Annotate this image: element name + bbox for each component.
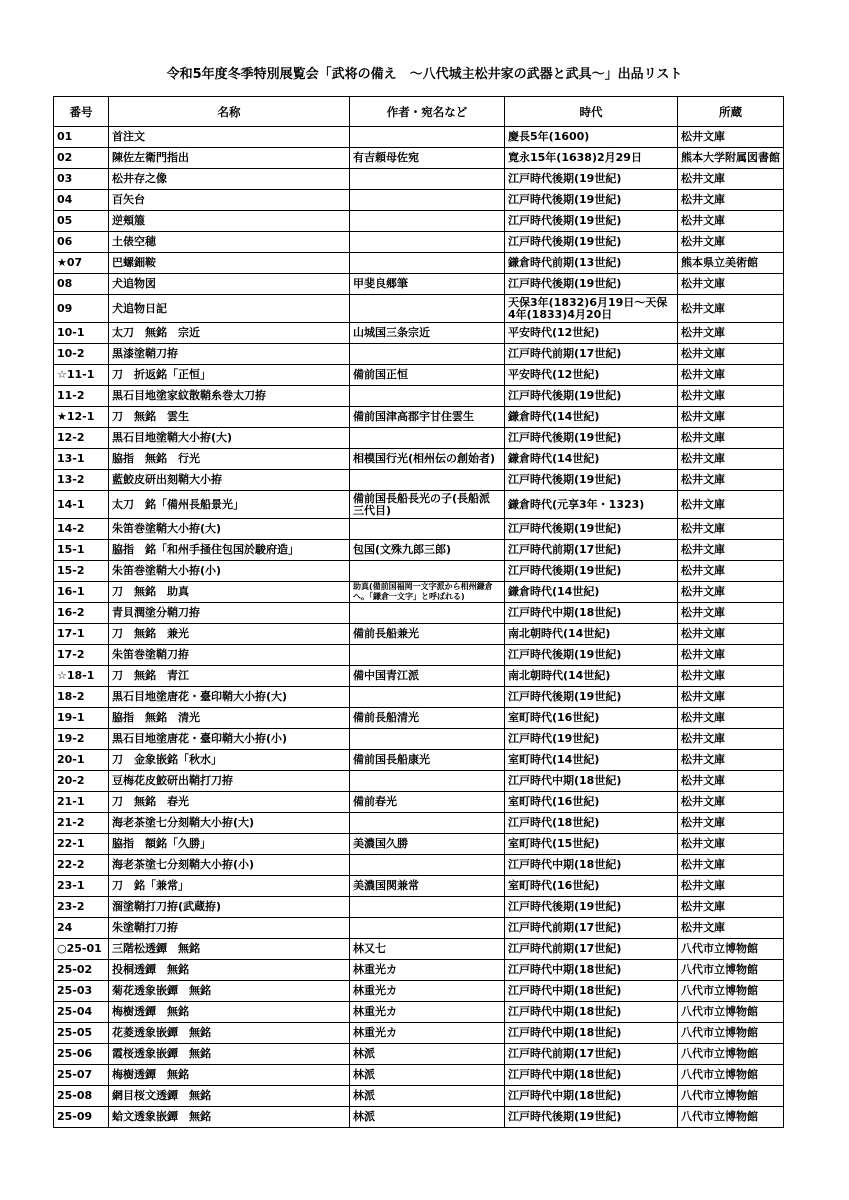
cell-period: 江戸時代(18世紀) bbox=[505, 813, 678, 834]
table-row bbox=[54, 855, 784, 876]
cell-number: 09 bbox=[54, 295, 109, 323]
cell-period: 江戸時代中期(18世紀) bbox=[505, 1002, 678, 1023]
cell-author: 備前国正恒 bbox=[350, 365, 505, 386]
cell-number: 22-2 bbox=[54, 855, 109, 876]
cell-author: 備前長船兼光 bbox=[350, 624, 505, 645]
table-body bbox=[54, 127, 784, 1128]
table-row bbox=[54, 792, 784, 813]
cell-number: 20-2 bbox=[54, 771, 109, 792]
cell-collection: 松井文庫 bbox=[678, 127, 784, 148]
table-row bbox=[54, 960, 784, 981]
cell-period: 江戸時代後期(19世紀) bbox=[505, 274, 678, 295]
cell-author: 美濃国久勝 bbox=[350, 834, 505, 855]
table-row bbox=[54, 876, 784, 897]
cell-author bbox=[350, 127, 505, 148]
cell-number: 10-2 bbox=[54, 344, 109, 365]
table-row bbox=[54, 834, 784, 855]
cell-period: 室町時代(14世紀) bbox=[505, 750, 678, 771]
cell-name: 松井存之像 bbox=[109, 169, 350, 190]
cell-period: 天保3年(1832)6月19日～天保4年(1833)4月20日 bbox=[505, 295, 678, 323]
table-row bbox=[54, 449, 784, 470]
table-row bbox=[54, 645, 784, 666]
cell-author: 林派 bbox=[350, 1086, 505, 1107]
cell-number: 23-1 bbox=[54, 876, 109, 897]
table-row bbox=[54, 407, 784, 428]
table-row bbox=[54, 519, 784, 540]
cell-collection: 松井文庫 bbox=[678, 855, 784, 876]
cell-collection: 松井文庫 bbox=[678, 813, 784, 834]
cell-period: 江戸時代後期(19世紀) bbox=[505, 519, 678, 540]
cell-collection: 松井文庫 bbox=[678, 519, 784, 540]
cell-name: 黒石目地塗鞘大小拵(大) bbox=[109, 428, 350, 449]
cell-name: 逆頬箙 bbox=[109, 211, 350, 232]
table-row bbox=[54, 1107, 784, 1128]
table-row bbox=[54, 386, 784, 407]
cell-name: 蛤文透象嵌鐔 無銘 bbox=[109, 1107, 350, 1128]
cell-collection: 松井文庫 bbox=[678, 834, 784, 855]
cell-number: 13-2 bbox=[54, 470, 109, 491]
cell-name: 網目桜文透鐔 無銘 bbox=[109, 1086, 350, 1107]
cell-author bbox=[350, 771, 505, 792]
cell-collection: 松井文庫 bbox=[678, 407, 784, 428]
cell-author: 林派 bbox=[350, 1107, 505, 1128]
table-row bbox=[54, 1044, 784, 1065]
cell-author: 備前長船清光 bbox=[350, 708, 505, 729]
cell-number: 06 bbox=[54, 232, 109, 253]
cell-author bbox=[350, 813, 505, 834]
cell-number: 25-08 bbox=[54, 1086, 109, 1107]
cell-number: 17-2 bbox=[54, 645, 109, 666]
cell-period: 江戸時代中期(18世紀) bbox=[505, 1086, 678, 1107]
cell-number: 11-2 bbox=[54, 386, 109, 407]
cell-name: 藍鮫皮研出刻鞘大小拵 bbox=[109, 470, 350, 491]
table-row bbox=[54, 561, 784, 582]
cell-name: 海老茶塗七分刻鞘大小拵(小) bbox=[109, 855, 350, 876]
cell-collection: 松井文庫 bbox=[678, 470, 784, 491]
cell-period: 江戸時代後期(19世紀) bbox=[505, 645, 678, 666]
cell-author: 林又七 bbox=[350, 939, 505, 960]
cell-name: 刀 無銘 雲生 bbox=[109, 407, 350, 428]
cell-name: 犬追物図 bbox=[109, 274, 350, 295]
cell-name: 刀 金象嵌銘「秋水」 bbox=[109, 750, 350, 771]
cell-number: 17-1 bbox=[54, 624, 109, 645]
cell-period: 江戸時代前期(17世紀) bbox=[505, 918, 678, 939]
cell-author bbox=[350, 855, 505, 876]
cell-name: 黒漆塗鞘刀拵 bbox=[109, 344, 350, 365]
cell-collection: 松井文庫 bbox=[678, 323, 784, 344]
cell-period: 鎌倉時代前期(13世紀) bbox=[505, 253, 678, 274]
table-row bbox=[54, 624, 784, 645]
cell-number: 13-1 bbox=[54, 449, 109, 470]
cell-collection: 松井文庫 bbox=[678, 211, 784, 232]
cell-author: 林重光カ bbox=[350, 1002, 505, 1023]
cell-author bbox=[350, 687, 505, 708]
cell-number: 15-1 bbox=[54, 540, 109, 561]
cell-author: 包国(文殊九郎三郎) bbox=[350, 540, 505, 561]
cell-period: 江戸時代前期(17世紀) bbox=[505, 344, 678, 365]
cell-author bbox=[350, 344, 505, 365]
cell-period: 平安時代(12世紀) bbox=[505, 365, 678, 386]
cell-name: 海老茶塗七分刻鞘大小拵(大) bbox=[109, 813, 350, 834]
table-row bbox=[54, 582, 784, 603]
cell-collection: 松井文庫 bbox=[678, 190, 784, 211]
cell-collection: 松井文庫 bbox=[678, 624, 784, 645]
cell-author: 備前国長船康光 bbox=[350, 750, 505, 771]
cell-collection: 八代市立博物館 bbox=[678, 1023, 784, 1044]
cell-name: 朱塗鞘打刀拵 bbox=[109, 918, 350, 939]
cell-author: 備前春光 bbox=[350, 792, 505, 813]
cell-author bbox=[350, 645, 505, 666]
table-row bbox=[54, 666, 784, 687]
cell-collection: 松井文庫 bbox=[678, 582, 784, 603]
cell-collection: 松井文庫 bbox=[678, 344, 784, 365]
table-row bbox=[54, 708, 784, 729]
cell-collection: 松井文庫 bbox=[678, 792, 784, 813]
cell-period: 江戸時代後期(19世紀) bbox=[505, 190, 678, 211]
cell-number: ☆18-1 bbox=[54, 666, 109, 687]
cell-collection: 松井文庫 bbox=[678, 386, 784, 407]
cell-period: 鎌倉時代(14世紀) bbox=[505, 582, 678, 603]
cell-period: 室町時代(15世紀) bbox=[505, 834, 678, 855]
cell-period: 室町時代(16世紀) bbox=[505, 792, 678, 813]
cell-collection: 松井文庫 bbox=[678, 449, 784, 470]
cell-number: 24 bbox=[54, 918, 109, 939]
cell-period: 江戸時代後期(19世紀) bbox=[505, 470, 678, 491]
cell-name: 脇指 無銘 行光 bbox=[109, 449, 350, 470]
cell-number: ☆11-1 bbox=[54, 365, 109, 386]
cell-author: 甲斐良郷筆 bbox=[350, 274, 505, 295]
cell-author bbox=[350, 603, 505, 624]
cell-period: 江戸時代中期(18世紀) bbox=[505, 1065, 678, 1086]
cell-author bbox=[350, 561, 505, 582]
cell-number: ★12-1 bbox=[54, 407, 109, 428]
cell-author bbox=[350, 386, 505, 407]
table-row bbox=[54, 470, 784, 491]
cell-collection: 松井文庫 bbox=[678, 645, 784, 666]
cell-name: 朱笛巻塗鞘大小拵(大) bbox=[109, 519, 350, 540]
cell-collection: 松井文庫 bbox=[678, 729, 784, 750]
cell-number: 12-2 bbox=[54, 428, 109, 449]
cell-collection: 松井文庫 bbox=[678, 540, 784, 561]
cell-name: 溜塗鞘打刀拵(武蔵拵) bbox=[109, 897, 350, 918]
table-row bbox=[54, 750, 784, 771]
cell-period: 江戸時代(19世紀) bbox=[505, 729, 678, 750]
cell-number: 20-1 bbox=[54, 750, 109, 771]
cell-number: 21-2 bbox=[54, 813, 109, 834]
cell-name: 朱笛巻塗鞘刀拵 bbox=[109, 645, 350, 666]
cell-number: 16-2 bbox=[54, 603, 109, 624]
cell-author bbox=[350, 295, 505, 323]
cell-name: 黒石目地塗唐花・臺印鞘大小拵(大) bbox=[109, 687, 350, 708]
cell-name: 菊花透象嵌鐔 無銘 bbox=[109, 981, 350, 1002]
cell-number: ○25-01 bbox=[54, 939, 109, 960]
cell-period: 江戸時代中期(18世紀) bbox=[505, 960, 678, 981]
cell-period: 江戸時代後期(19世紀) bbox=[505, 687, 678, 708]
cell-collection: 八代市立博物館 bbox=[678, 1107, 784, 1128]
cell-collection: 八代市立博物館 bbox=[678, 1065, 784, 1086]
cell-name: 梅樹透鐔 無銘 bbox=[109, 1065, 350, 1086]
cell-number: ★07 bbox=[54, 253, 109, 274]
table-row bbox=[54, 211, 784, 232]
cell-number: 05 bbox=[54, 211, 109, 232]
cell-author bbox=[350, 232, 505, 253]
cell-period: 江戸時代後期(19世紀) bbox=[505, 232, 678, 253]
cell-collection: 松井文庫 bbox=[678, 295, 784, 323]
exhibit-list-table bbox=[53, 96, 784, 1128]
cell-author: 有吉頼母佐宛 bbox=[350, 148, 505, 169]
cell-author bbox=[350, 470, 505, 491]
table-row bbox=[54, 729, 784, 750]
table-row bbox=[54, 428, 784, 449]
cell-name: 土俵空穂 bbox=[109, 232, 350, 253]
cell-collection: 八代市立博物館 bbox=[678, 960, 784, 981]
cell-author: 相模国行光(相州伝の創始者) bbox=[350, 449, 505, 470]
cell-name: 脇指 額銘「久勝」 bbox=[109, 834, 350, 855]
cell-name: 朱笛巻塗鞘大小拵(小) bbox=[109, 561, 350, 582]
table-header-row bbox=[54, 97, 784, 127]
page-title: 令和5年度冬季特別展覧会「武将の備え ～八代城主松井家の武器と武具～」出品リスト bbox=[166, 67, 683, 82]
table-row bbox=[54, 127, 784, 148]
cell-period: 江戸時代中期(18世紀) bbox=[505, 603, 678, 624]
table-row bbox=[54, 323, 784, 344]
cell-number: 04 bbox=[54, 190, 109, 211]
cell-number: 10-1 bbox=[54, 323, 109, 344]
cell-collection: 松井文庫 bbox=[678, 771, 784, 792]
cell-number: 14-2 bbox=[54, 519, 109, 540]
cell-number: 25-02 bbox=[54, 960, 109, 981]
cell-author bbox=[350, 897, 505, 918]
cell-collection: 松井文庫 bbox=[678, 687, 784, 708]
cell-author bbox=[350, 190, 505, 211]
cell-collection: 松井文庫 bbox=[678, 666, 784, 687]
cell-period: 鎌倉時代(元享3年・1323) bbox=[505, 491, 678, 519]
cell-period: 江戸時代後期(19世紀) bbox=[505, 561, 678, 582]
cell-collection: 八代市立博物館 bbox=[678, 939, 784, 960]
cell-collection: 松井文庫 bbox=[678, 876, 784, 897]
header-period: 時代 bbox=[505, 97, 678, 127]
table-row bbox=[54, 1002, 784, 1023]
table-row bbox=[54, 939, 784, 960]
header-author: 作者・宛名など bbox=[350, 97, 505, 127]
cell-name: 陳佐左衛門指出 bbox=[109, 148, 350, 169]
cell-author: 備前国津高郡宇甘住雲生 bbox=[350, 407, 505, 428]
cell-number: 03 bbox=[54, 169, 109, 190]
cell-collection: 松井文庫 bbox=[678, 897, 784, 918]
cell-period: 寛永15年(1638)2月29日 bbox=[505, 148, 678, 169]
table-row bbox=[54, 365, 784, 386]
cell-number: 25-06 bbox=[54, 1044, 109, 1065]
cell-name: 豆梅花皮鮫研出鞘打刀拵 bbox=[109, 771, 350, 792]
cell-collection: 松井文庫 bbox=[678, 169, 784, 190]
cell-number: 02 bbox=[54, 148, 109, 169]
cell-number: 23-2 bbox=[54, 897, 109, 918]
cell-period: 慶長5年(1600) bbox=[505, 127, 678, 148]
header-number: 番号 bbox=[54, 97, 109, 127]
cell-period: 鎌倉時代(14世紀) bbox=[505, 407, 678, 428]
cell-collection: 松井文庫 bbox=[678, 918, 784, 939]
table-row bbox=[54, 274, 784, 295]
cell-number: 14-1 bbox=[54, 491, 109, 519]
cell-author bbox=[350, 211, 505, 232]
cell-number: 15-2 bbox=[54, 561, 109, 582]
cell-period: 江戸時代中期(18世紀) bbox=[505, 1023, 678, 1044]
table-row bbox=[54, 344, 784, 365]
cell-author bbox=[350, 729, 505, 750]
cell-number: 25-07 bbox=[54, 1065, 109, 1086]
cell-author: 備中国青江派 bbox=[350, 666, 505, 687]
cell-author: 助真(備前国福岡一文字派から相州鎌倉へ。「鎌倉一文字」と呼ばれる) bbox=[350, 582, 505, 603]
cell-author bbox=[350, 169, 505, 190]
cell-period: 江戸時代中期(18世紀) bbox=[505, 981, 678, 1002]
table-row bbox=[54, 232, 784, 253]
cell-name: 脇指 銘「和州手掻住包国於駿府造」 bbox=[109, 540, 350, 561]
cell-period: 南北朝時代(14世紀) bbox=[505, 624, 678, 645]
cell-number: 22-1 bbox=[54, 834, 109, 855]
table-row bbox=[54, 1086, 784, 1107]
cell-name: 刀 折返銘「正恒」 bbox=[109, 365, 350, 386]
cell-number: 16-1 bbox=[54, 582, 109, 603]
table-row bbox=[54, 771, 784, 792]
cell-number: 21-1 bbox=[54, 792, 109, 813]
cell-author: 林派 bbox=[350, 1044, 505, 1065]
cell-collection: 松井文庫 bbox=[678, 428, 784, 449]
cell-period: 平安時代(12世紀) bbox=[505, 323, 678, 344]
cell-name: 首注文 bbox=[109, 127, 350, 148]
cell-name: 巴螺鈿鞍 bbox=[109, 253, 350, 274]
cell-collection: 松井文庫 bbox=[678, 603, 784, 624]
cell-period: 江戸時代前期(17世紀) bbox=[505, 939, 678, 960]
table-row bbox=[54, 603, 784, 624]
table-row bbox=[54, 148, 784, 169]
cell-name: 太刀 無銘 宗近 bbox=[109, 323, 350, 344]
cell-name: 花菱透象嵌鐔 無銘 bbox=[109, 1023, 350, 1044]
cell-name: 霞桜透象嵌鐔 無銘 bbox=[109, 1044, 350, 1065]
cell-collection: 松井文庫 bbox=[678, 708, 784, 729]
cell-period: 江戸時代中期(18世紀) bbox=[505, 855, 678, 876]
cell-number: 25-04 bbox=[54, 1002, 109, 1023]
cell-collection: 松井文庫 bbox=[678, 750, 784, 771]
cell-name: 脇指 無銘 清光 bbox=[109, 708, 350, 729]
cell-name: 刀 無銘 春光 bbox=[109, 792, 350, 813]
cell-author: 林重光カ bbox=[350, 981, 505, 1002]
cell-author bbox=[350, 253, 505, 274]
cell-period: 江戸時代前期(17世紀) bbox=[505, 540, 678, 561]
cell-number: 01 bbox=[54, 127, 109, 148]
cell-name: 三階松透鐔 無銘 bbox=[109, 939, 350, 960]
cell-collection: 熊本大学附属図書館 bbox=[678, 148, 784, 169]
cell-name: 青貝潤塗分鞘刀拵 bbox=[109, 603, 350, 624]
cell-name: 犬追物日記 bbox=[109, 295, 350, 323]
cell-name: 黒石目地塗唐花・臺印鞘大小拵(小) bbox=[109, 729, 350, 750]
cell-period: 室町時代(16世紀) bbox=[505, 708, 678, 729]
cell-author: 美濃国関兼常 bbox=[350, 876, 505, 897]
cell-author: 林派 bbox=[350, 1065, 505, 1086]
cell-number: 19-2 bbox=[54, 729, 109, 750]
cell-collection: 八代市立博物館 bbox=[678, 1044, 784, 1065]
table-row bbox=[54, 169, 784, 190]
table-row bbox=[54, 540, 784, 561]
cell-author bbox=[350, 918, 505, 939]
cell-period: 江戸時代前期(17世紀) bbox=[505, 1044, 678, 1065]
table-row bbox=[54, 190, 784, 211]
table-row bbox=[54, 897, 784, 918]
cell-name: 刀 無銘 助真 bbox=[109, 582, 350, 603]
cell-collection: 熊本県立美術館 bbox=[678, 253, 784, 274]
cell-collection: 松井文庫 bbox=[678, 274, 784, 295]
cell-name: 刀 無銘 青江 bbox=[109, 666, 350, 687]
cell-period: 室町時代(16世紀) bbox=[505, 876, 678, 897]
table-row bbox=[54, 295, 784, 323]
table-row bbox=[54, 687, 784, 708]
cell-author: 備前国長船長光の子(長船派三代目) bbox=[350, 491, 505, 519]
cell-author: 山城国三条宗近 bbox=[350, 323, 505, 344]
cell-period: 江戸時代後期(19世紀) bbox=[505, 428, 678, 449]
cell-collection: 松井文庫 bbox=[678, 491, 784, 519]
cell-name: 刀 銘「兼常」 bbox=[109, 876, 350, 897]
cell-collection: 松井文庫 bbox=[678, 561, 784, 582]
cell-period: 鎌倉時代(14世紀) bbox=[505, 449, 678, 470]
cell-name: 黒石目地塗家紋散鞘糸巻太刀拵 bbox=[109, 386, 350, 407]
cell-author: 林重光カ bbox=[350, 960, 505, 981]
cell-name: 投桐透鐔 無銘 bbox=[109, 960, 350, 981]
cell-number: 25-05 bbox=[54, 1023, 109, 1044]
table-row bbox=[54, 918, 784, 939]
cell-period: 江戸時代後期(19世紀) bbox=[505, 169, 678, 190]
cell-period: 南北朝時代(14世紀) bbox=[505, 666, 678, 687]
cell-collection: 八代市立博物館 bbox=[678, 981, 784, 1002]
cell-name: 百矢台 bbox=[109, 190, 350, 211]
cell-number: 18-2 bbox=[54, 687, 109, 708]
cell-number: 19-1 bbox=[54, 708, 109, 729]
cell-period: 江戸時代中期(18世紀) bbox=[505, 771, 678, 792]
table-row bbox=[54, 491, 784, 519]
cell-collection: 松井文庫 bbox=[678, 365, 784, 386]
header-collection: 所蔵 bbox=[678, 97, 784, 127]
table-row bbox=[54, 253, 784, 274]
cell-number: 25-09 bbox=[54, 1107, 109, 1128]
table-row bbox=[54, 1065, 784, 1086]
cell-name: 梅樹透鐔 無銘 bbox=[109, 1002, 350, 1023]
table-row bbox=[54, 981, 784, 1002]
cell-period: 江戸時代後期(19世紀) bbox=[505, 1107, 678, 1128]
cell-period: 江戸時代後期(19世紀) bbox=[505, 386, 678, 407]
cell-name: 太刀 銘「備州長船景光」 bbox=[109, 491, 350, 519]
cell-number: 08 bbox=[54, 274, 109, 295]
cell-collection: 松井文庫 bbox=[678, 232, 784, 253]
table-row bbox=[54, 1023, 784, 1044]
cell-author: 林重光カ bbox=[350, 1023, 505, 1044]
cell-period: 江戸時代後期(19世紀) bbox=[505, 897, 678, 918]
cell-number: 25-03 bbox=[54, 981, 109, 1002]
cell-collection: 八代市立博物館 bbox=[678, 1002, 784, 1023]
cell-collection: 八代市立博物館 bbox=[678, 1086, 784, 1107]
table-row bbox=[54, 813, 784, 834]
header-name: 名称 bbox=[109, 97, 350, 127]
cell-period: 江戸時代後期(19世紀) bbox=[505, 211, 678, 232]
cell-author bbox=[350, 428, 505, 449]
cell-author bbox=[350, 519, 505, 540]
cell-name: 刀 無銘 兼光 bbox=[109, 624, 350, 645]
